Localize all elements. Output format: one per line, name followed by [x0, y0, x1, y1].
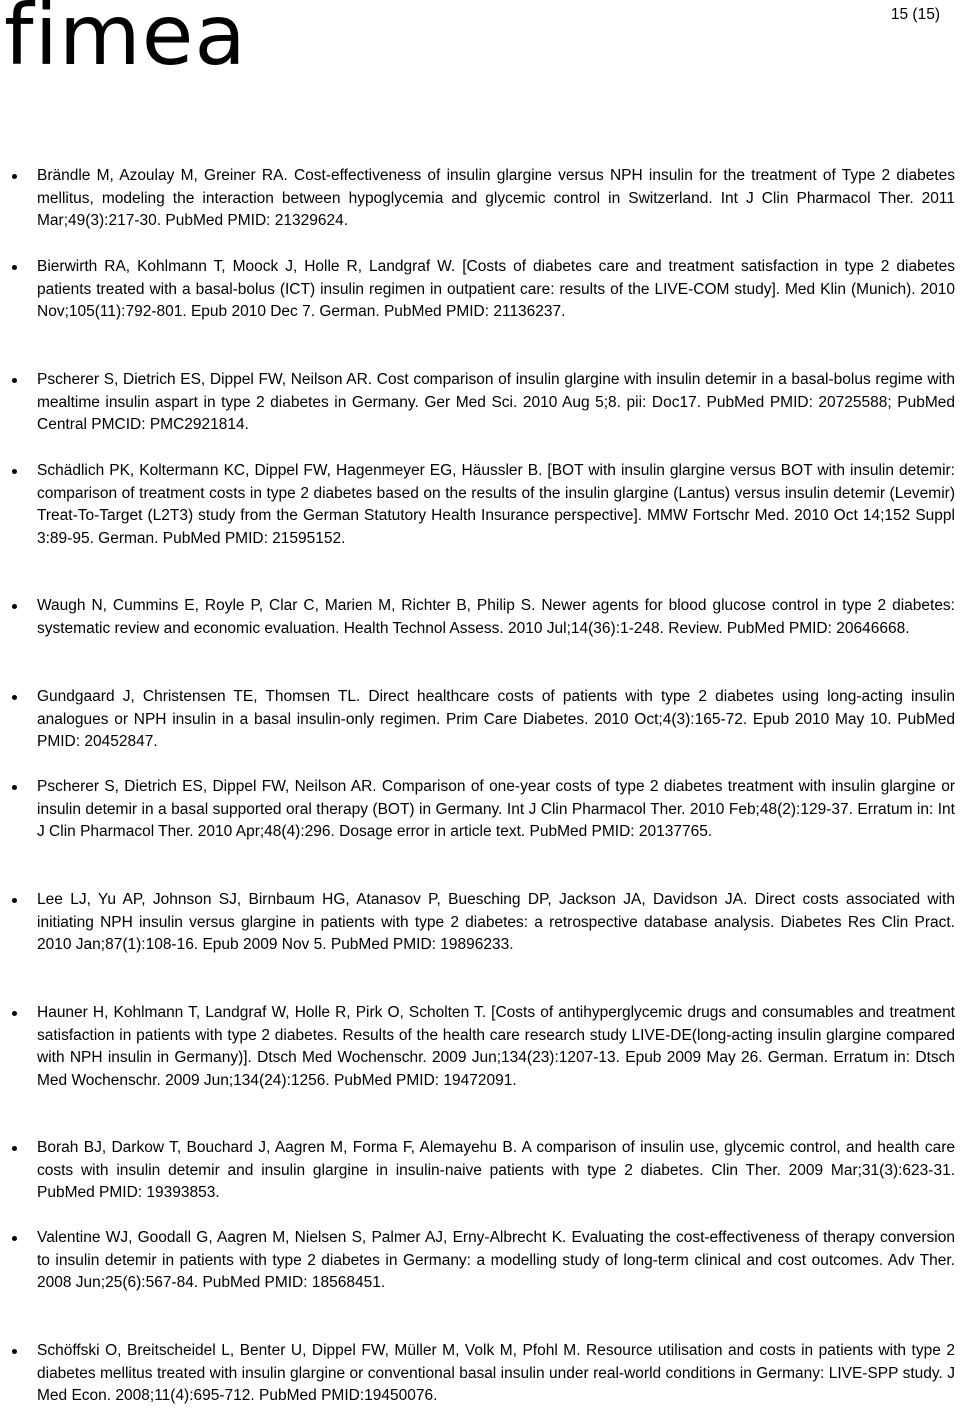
reference-text: Lee LJ, Yu AP, Johnson SJ, Birnbaum HG, Atanasov P, Buesching DP, Jackson JA, Davidson JA. Direct costs associated with initiating NPH insulin versus glargine in patients with type 2 diabetes: a retrospective database analysis. Diabetes Res Clin Pract. 2010 Jan;87(1):108-16. Epub 2009 Nov 5. PubMed PMID: 19896233.: [37, 891, 955, 954]
logo-text: fimea: [4, 0, 247, 84]
reference-item: [0, 889, 960, 957]
page-number: 15 (15): [890, 6, 940, 23]
bullet-icon: [12, 1146, 17, 1151]
bullet-icon: [12, 604, 17, 609]
reference-item: [0, 1002, 960, 1092]
bullet-icon: [12, 1236, 17, 1241]
reference-text: Hauner H, Kohlmann T, Landgraf W, Holle R, Pirk O, Scholten T. [Costs of antihyperglycemic drugs and consumables and treatment satisfaction in patients with type 2 diabetes. Results of the health care research study LIVE-DE(long-acting insulin glargine compared with NPH insulin in Germany)]. Dtsch Med Wochenschr. 2009 Jun;134(23):1207-13. Epub 2009 May 26. German. Erratum in: Dtsch Med Wochenschr. 2009 Jun;134(24):1256. PubMed PMID: 19472091.: [37, 1004, 955, 1089]
reference-item: [0, 776, 960, 844]
bullet-icon: [12, 898, 17, 903]
reference-text: Gundgaard J, Christensen TE, Thomsen TL. Direct healthcare costs of patients with type 2 diabetes using long-acting insulin analogues or NPH insulin in a basal insulin-only regimen. Prim Care Diabetes. 2010 Oct;4(3):165-72. Epub 2010 May 10. PubMed PMID: 20452847.: [37, 688, 955, 751]
bullet-icon: [12, 1011, 17, 1016]
reference-item: [0, 1340, 960, 1408]
reference-text: Schöffski O, Breitscheidel L, Benter U, Dippel FW, Müller M, Volk M, Pfohl M. Resource utilisation and costs in patients with type 2 diabetes mellitus treated with insulin glargine or conventional basal insulin under real-world conditions in Germany: LIVE-SPP study. J Med Econ. 2008;11(4):695-712. PubMed PMID:19450076.: [37, 1342, 955, 1405]
reference-text: Bierwirth RA, Kohlmann T, Moock J, Holle R, Landgraf W. [Costs of diabetes care and treatment satisfaction in type 2 diabetes patients treated with a basal-bolus (ICT) insulin regimen in outpatient care: results of the LIVE-COM study]. Med Klin (Munich). 2010 Nov;105(11):792-801. Epub 2010 Dec 7. German. PubMed PMID: 21136237.: [37, 258, 955, 321]
fimea-logo: [4, 0, 247, 84]
reference-item: [0, 165, 960, 233]
reference-item: [0, 369, 960, 437]
bullet-icon: [12, 1349, 17, 1354]
reference-text: Borah BJ, Darkow T, Bouchard J, Aagren M, Forma F, Alemayehu B. A comparison of insulin use, glycemic control, and health care costs with insulin detemir and insulin glargine in insulin-naive patients with type 2 diabetes. Clin Ther. 2009 Mar;31(3):623-31. PubMed PMID: 19393853.: [37, 1139, 955, 1202]
reference-item: [0, 256, 960, 324]
reference-item: [0, 1227, 960, 1295]
bullet-icon: [12, 265, 17, 270]
bullet-icon: [12, 378, 17, 383]
reference-text: Pscherer S, Dietrich ES, Dippel FW, Neilson AR. Cost comparison of insulin glargine with insulin detemir in a basal-bolus regime with mealtime insulin aspart in type 2 diabetes in Germany. Ger Med Sci. 2010 Aug 5;8. pii: Doc17. PubMed PMID: 20725588; PubMed Central PMCID: PMC2921814.: [37, 371, 955, 434]
reference-text: Schädlich PK, Koltermann KC, Dippel FW, Hagenmeyer EG, Häussler B. [BOT with insulin glargine versus BOT with insulin detemir: comparison of treatment costs in type 2 diabetes based on the results of the insulin glargine (Lantus) versus insulin detemir (Levemir) Treat-To-Target (L2T3) study from the German Statutory Health Insurance perspective]. MMW Fortschr Med. 2010 Oct 14;152 Suppl 3:89-95. German. PubMed PMID: 21595152.: [37, 462, 955, 547]
bullet-icon: [12, 469, 17, 474]
reference-item: [0, 1137, 960, 1205]
bullet-icon: [12, 695, 17, 700]
reference-item: [0, 460, 960, 550]
reference-text: Valentine WJ, Goodall G, Aagren M, Nielsen S, Palmer AJ, Erny-Albrecht K. Evaluating the cost-effectiveness of therapy conversion to insulin detemir in patients with type 2 diabetes in Germany: a modelling study of long-term clinical and cost outcomes. Adv Ther. 2008 Jun;25(6):567-84. PubMed PMID: 18568451.: [37, 1229, 955, 1292]
reference-item: [0, 686, 960, 754]
reference-text: Brändle M, Azoulay M, Greiner RA. Cost-effectiveness of insulin glargine versus NPH insulin for the treatment of Type 2 diabetes mellitus, modeling the interaction between hypoglycemia and glycemic control in Switzerland. Int J Clin Pharmacol Ther. 2011 Mar;49(3):217-30. PubMed PMID: 21329624.: [37, 167, 955, 230]
bullet-icon: [12, 785, 17, 790]
reference-text: Waugh N, Cummins E, Royle P, Clar C, Marien M, Richter B, Philip S. Newer agents for blood glucose control in type 2 diabetes: systematic review and economic evaluation. Health Technol Assess. 2010 Jul;14(36):1-248. Review. PubMed PMID: 20646668.: [37, 597, 955, 637]
reference-item: [0, 595, 960, 640]
bullet-icon: [12, 174, 17, 179]
reference-text: Pscherer S, Dietrich ES, Dippel FW, Neilson AR. Comparison of one-year costs of type 2 diabetes treatment with insulin glargine or insulin detemir in a basal supported oral therapy (BOT) in Germany. Int J Clin Pharmacol Ther. 2010 Feb;48(2):129-37. Erratum in: Int J Clin Pharmacol Ther. 2010 Apr;48(4):296. Dosage error in article text. PubMed PMID: 20137765.: [37, 778, 955, 841]
